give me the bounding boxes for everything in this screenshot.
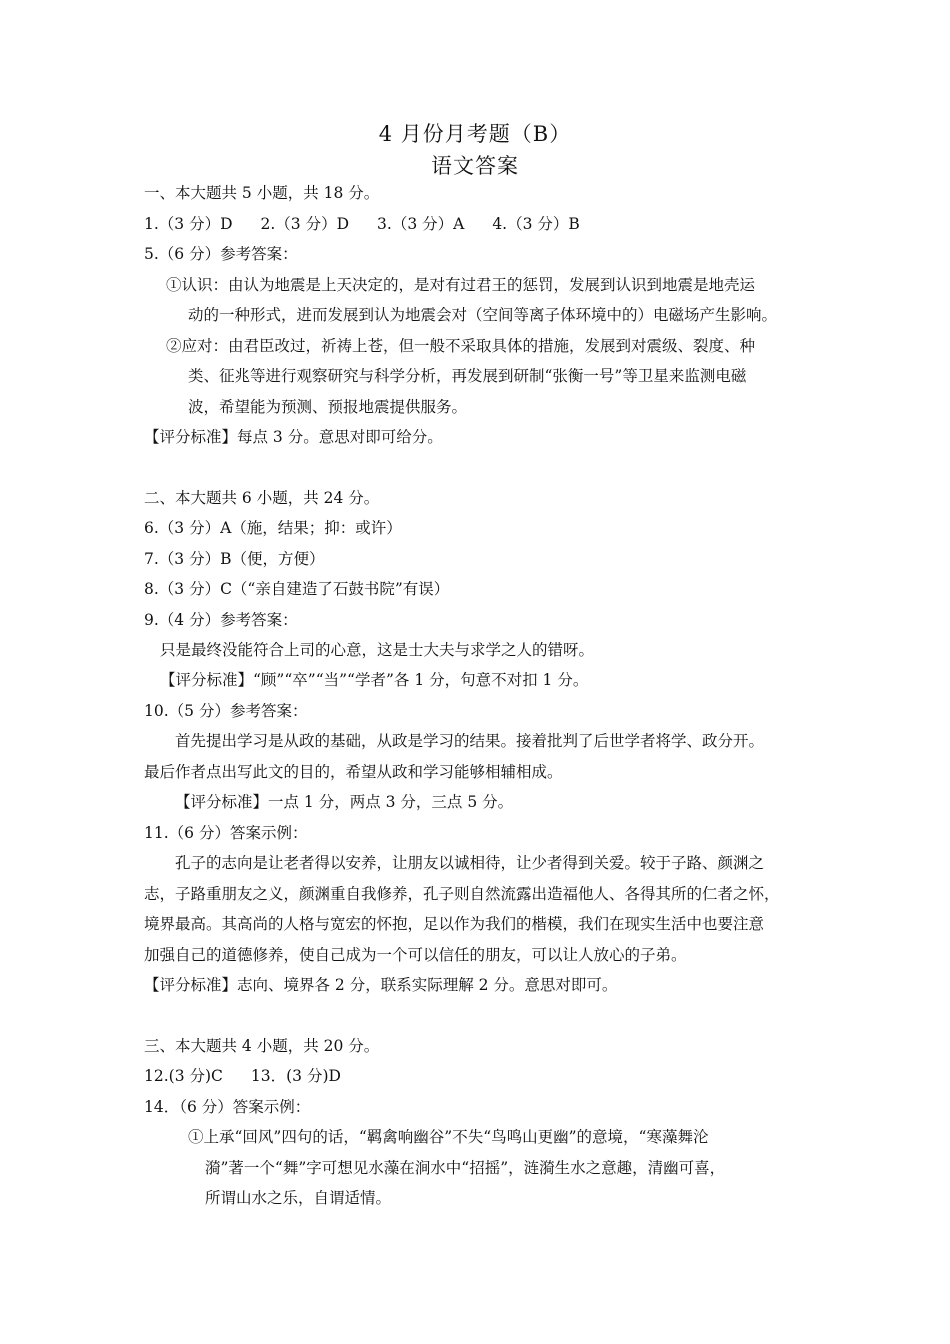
- answer-q7: 7.（3 分）B（便，方便）: [144, 550, 325, 568]
- section1-heading: 一、本大题共 5 小题，共 18 分。: [144, 184, 380, 202]
- answer-q13: 13．(3 分)D: [250, 1067, 341, 1085]
- q9-heading: 9.（4 分）参考答案：: [144, 611, 298, 629]
- section3-heading: 三、本大题共 4 小题，共 20 分。: [144, 1037, 380, 1055]
- q10-line2: 最后作者点出写此文的目的，希望从政和学习能够相辅相成。: [144, 763, 563, 781]
- q10-heading: 10.（5 分）参考答案：: [144, 702, 308, 720]
- answer-q3: 3.（3 分）A: [377, 215, 465, 233]
- q5-point2-line1: ②应对：由君臣改过，祈祷上苍，但一般不采取具体的措施，发展到对震级、裂度、种: [166, 337, 756, 355]
- q9-answer: 只是最终没能符合上司的心意，这是士大夫与求学之人的错呀。: [160, 641, 595, 659]
- q14-line2: 漪”著一个“舞”字可想见水藻在涧水中“招摇”，涟漪生水之意趣，清幽可喜，: [205, 1159, 726, 1177]
- q5-point2-line3: 波，希望能为预测、预报地震提供服务。: [188, 398, 468, 416]
- q5-point1-line2: 动的一种形式，进而发展到认为地震会对（空间等离子体环境中的）电磁场产生影响。: [188, 306, 778, 324]
- page-subtitle: 语文答案: [431, 154, 519, 178]
- q5-scoring-standard: 【评分标准】每点 3 分。意思对即可给分。: [144, 428, 443, 446]
- q14-line3: 所谓山水之乐，自谓适情。: [205, 1189, 392, 1207]
- answer-q4: 4.（3 分）B: [492, 215, 580, 233]
- q11-line1: 孔子的志向是让老者得以安养，让朋友以诚相待，让少者得到关爱。较于子路、颜渊之: [175, 854, 765, 872]
- answer-q8: 8.（3 分）C（“亲自建造了石鼓书院”有误）: [144, 580, 450, 598]
- q11-line4: 加强自己的道德修养，使自己成为一个可以信任的朋友，可以让人放心的子弟。: [144, 946, 687, 964]
- q10-line1: 首先提出学习是从政的基础，从政是学习的结果。接着批判了后世学者将学、政分开。: [175, 732, 765, 750]
- q14-line1: ①上承“回风”四句的话，“羁禽响幽谷”不失“鸟鸣山更幽”的意境，“寒藻舞沦: [188, 1128, 709, 1146]
- q5-point1-line1: ①认识：由认为地震是上天决定的，是对有过君王的惩罚，发展到认识到地震是地壳运: [166, 276, 756, 294]
- q10-scoring-standard: 【评分标准】一点 1 分，两点 3 分，三点 5 分。: [175, 793, 514, 811]
- answers-1-4: [144, 214, 580, 234]
- answer-q12: 12.(3 分)C: [144, 1067, 223, 1085]
- answer-q2: 2.（3 分）D: [260, 215, 350, 233]
- section2-heading: 二、本大题共 6 小题，共 24 分。: [144, 489, 380, 507]
- q5-heading: 5.（6 分）参考答案：: [144, 245, 298, 263]
- q11-line2: 志，子路重朋友之义，颜渊重自我修养，孔子则自然流露出造福他人、各得其所的仁者之怀，: [144, 885, 780, 903]
- page-title: 4 月份月考题（B）: [378, 122, 572, 146]
- q5-point2-line2: 类、征兆等进行观察研究与科学分析，再发展到研制“张衡一号”等卫星来监测电磁: [188, 367, 747, 385]
- q11-heading: 11.（6 分）答案示例：: [144, 824, 308, 842]
- q9-scoring-standard: 【评分标准】“顾”“卒”“当”“学者”各 1 分，句意不对扣 1 分。: [160, 671, 589, 689]
- q14-heading: 14．（6 分）答案示例：: [144, 1098, 311, 1116]
- answer-q1: 1.（3 分）D: [144, 215, 233, 233]
- q11-scoring-standard: 【评分标准】志向、境界各 2 分，联系实际理解 2 分。意思对即可。: [144, 976, 618, 994]
- answers-12-13: [144, 1066, 341, 1086]
- answer-q6: 6.（3 分）A（施，结果；抑：或许）: [144, 519, 402, 537]
- q11-line3: 境界最高。其高尚的人格与宽宏的怀抱，足以作为我们的楷模，我们在现实生活中也要注意: [144, 915, 765, 933]
